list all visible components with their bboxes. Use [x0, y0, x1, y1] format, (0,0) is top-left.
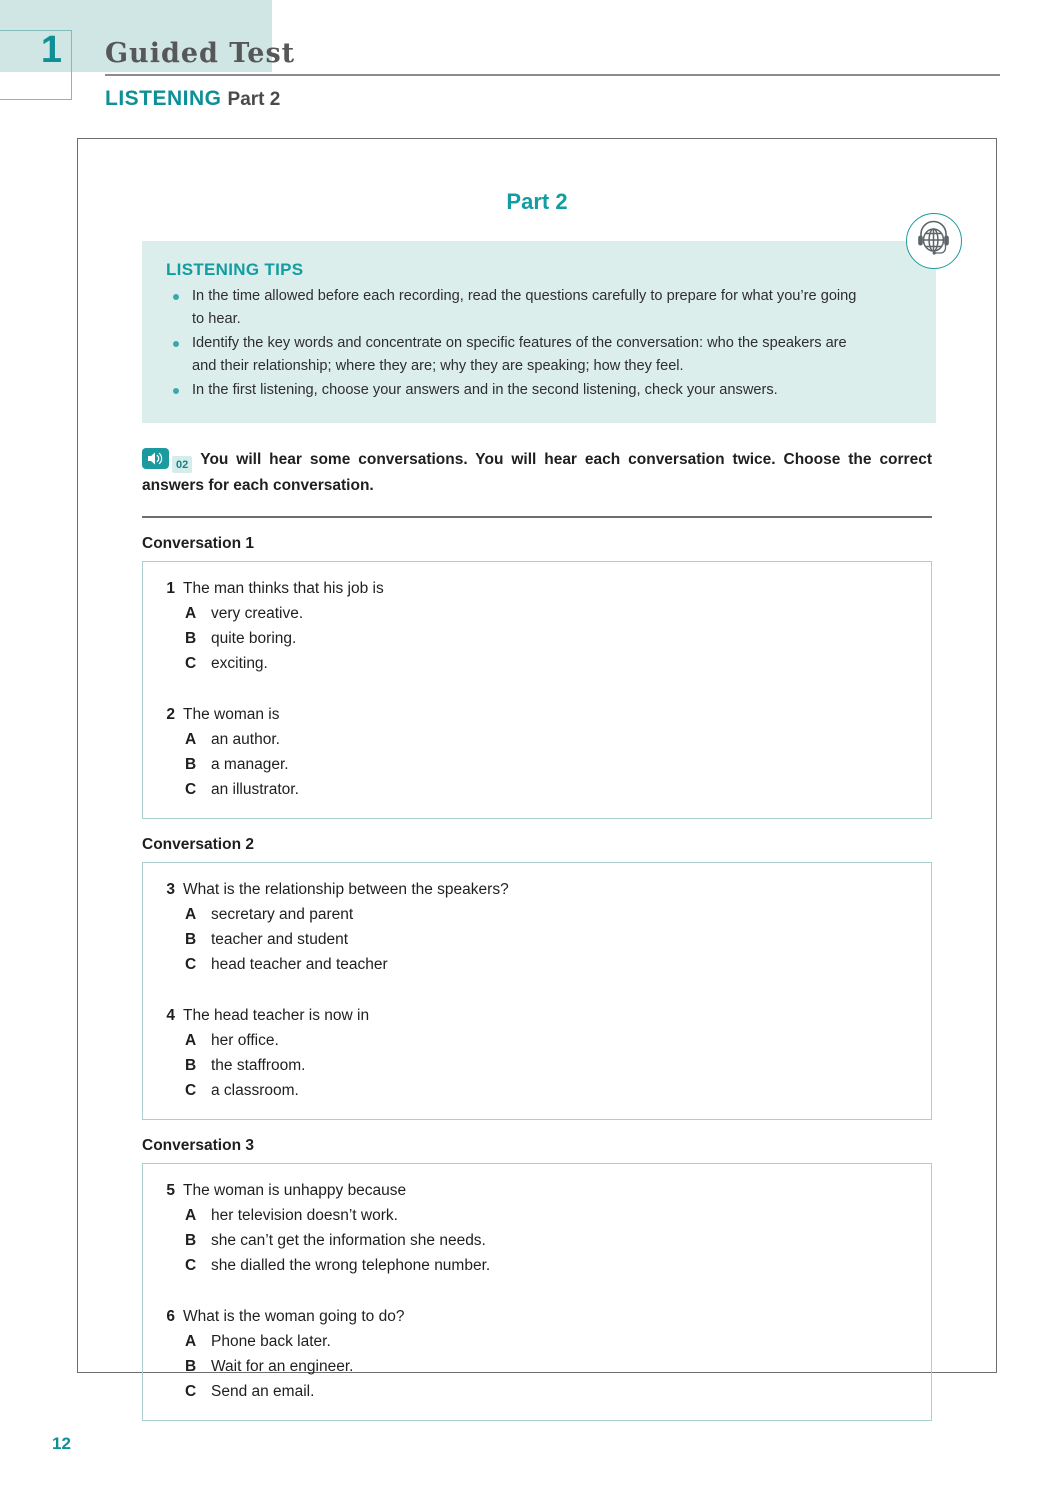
listening-tips-box	[142, 241, 936, 423]
option-row[interactable]	[159, 1028, 915, 1053]
option-text: exciting.	[211, 654, 268, 672]
question-box	[142, 862, 932, 1120]
page-header	[105, 38, 1000, 113]
question	[159, 576, 915, 676]
question-stem-row	[159, 877, 915, 902]
question-stem: The man thinks that his job is	[183, 579, 384, 597]
question	[159, 702, 915, 802]
option-letter: A	[185, 1031, 197, 1049]
question-stem-row	[159, 1304, 915, 1329]
section-subtitle	[105, 86, 1000, 113]
part-label: Part 2	[227, 89, 281, 110]
option-row[interactable]	[159, 651, 915, 676]
question-stem: What is the relationship between the speakers?	[183, 880, 509, 898]
question-stem: The woman is	[183, 705, 280, 723]
listening-tips-heading: LISTENING TIPS	[166, 260, 304, 279]
option-letter: C	[185, 1081, 197, 1099]
question-number: 1	[166, 579, 175, 597]
tip-item: In the time allowed before each recording, read the questions carefully to prepare for what you’re going to hear.	[166, 285, 858, 331]
option-letter: B	[185, 1357, 197, 1375]
option-text: a manager.	[211, 755, 289, 773]
option-text: an illustrator.	[211, 780, 299, 798]
conversation-block	[142, 1136, 932, 1421]
conversation-label: Conversation 3	[142, 1136, 254, 1154]
globe-headphones-icon	[906, 213, 962, 269]
option-text: very creative.	[211, 604, 304, 622]
option-row[interactable]	[159, 601, 915, 626]
option-text: Phone back later.	[211, 1332, 331, 1350]
conversation-label: Conversation 2	[142, 835, 254, 853]
question	[159, 1304, 915, 1404]
page-title: Guided Test	[105, 38, 296, 69]
option-letter: C	[185, 780, 197, 798]
option-letter: B	[185, 1231, 197, 1249]
page-number: 12	[52, 1434, 71, 1453]
unit-number: 1	[40, 29, 62, 71]
skill-label: LISTENING	[105, 87, 222, 110]
tip-item: Identify the key words and concentrate on specific features of the conversation: who the speakers are and their relationship; where they are; why they are speaking; how they feel.	[166, 332, 858, 378]
tip-item: In the first listening, choose your answers and in the second listening, check your answers.	[166, 379, 858, 402]
question	[159, 877, 915, 977]
instruction-text: You will hear some conversations. You will hear each conversation twice. Choose the correct answers for each conversation.	[142, 451, 932, 494]
option-row[interactable]	[159, 626, 915, 651]
option-row[interactable]	[159, 902, 915, 927]
option-row[interactable]	[159, 1053, 915, 1078]
option-text: quite boring.	[211, 629, 297, 647]
question	[159, 1003, 915, 1103]
option-letter: C	[185, 1256, 197, 1274]
option-row[interactable]	[159, 927, 915, 952]
listening-tips-list	[166, 285, 858, 402]
conversation-block	[142, 835, 932, 1120]
option-text: her television doesn’t work.	[211, 1206, 398, 1224]
option-letter: C	[185, 955, 197, 973]
question-stem: The head teacher is now in	[183, 1006, 370, 1024]
instruction-divider	[142, 516, 932, 518]
option-letter: A	[185, 905, 197, 923]
option-text: teacher and student	[211, 930, 349, 948]
option-row[interactable]	[159, 1354, 915, 1379]
content-panel	[77, 138, 997, 1400]
option-row[interactable]	[159, 952, 915, 977]
option-text: a classroom.	[211, 1081, 299, 1099]
option-text: an author.	[211, 730, 280, 748]
option-row[interactable]	[159, 777, 915, 802]
question-stem-row	[159, 1178, 915, 1203]
option-text: her office.	[211, 1031, 279, 1049]
option-row[interactable]	[159, 1078, 915, 1103]
header-divider	[105, 74, 1000, 76]
question-stem: The woman is unhappy because	[183, 1181, 407, 1199]
track-number-badge: 02	[172, 456, 192, 473]
question	[159, 1178, 915, 1278]
option-row[interactable]	[159, 727, 915, 752]
option-text: she can’t get the information she needs.	[211, 1231, 486, 1249]
option-letter: B	[185, 629, 197, 647]
question-stem-row	[159, 576, 915, 601]
audio-instruction	[142, 447, 932, 498]
part-heading: Part 2	[506, 189, 568, 214]
option-row[interactable]	[159, 752, 915, 777]
option-letter: C	[185, 1382, 197, 1400]
conversation-label: Conversation 1	[142, 534, 254, 552]
conversation-block	[142, 534, 932, 819]
option-letter: A	[185, 1206, 197, 1224]
option-row[interactable]	[159, 1203, 915, 1228]
question-number: 5	[166, 1181, 175, 1199]
option-letter: C	[185, 654, 197, 672]
option-letter: B	[185, 1056, 197, 1074]
option-letter: A	[185, 604, 197, 622]
option-row[interactable]	[159, 1379, 915, 1404]
option-text: secretary and parent	[211, 905, 354, 923]
option-row[interactable]	[159, 1329, 915, 1354]
question-box	[142, 561, 932, 819]
question-number: 6	[166, 1307, 175, 1325]
option-row[interactable]	[159, 1228, 915, 1253]
option-letter: A	[185, 730, 197, 748]
option-letter: A	[185, 1332, 197, 1350]
question-number: 3	[166, 880, 175, 898]
question-stem-row	[159, 702, 915, 727]
option-text: she dialled the wrong telephone number.	[211, 1256, 491, 1274]
listening-tips-section	[142, 241, 936, 423]
question-stem-row	[159, 1003, 915, 1028]
question-number: 4	[166, 1006, 175, 1024]
option-text: Wait for an engineer.	[211, 1357, 354, 1375]
option-text: Send an email.	[211, 1382, 315, 1400]
option-text: head teacher and teacher	[211, 955, 388, 973]
option-letter: B	[185, 755, 197, 773]
option-text: the staffroom.	[211, 1056, 306, 1074]
option-letter: B	[185, 930, 197, 948]
question-number: 2	[166, 705, 175, 723]
question-stem: What is the woman going to do?	[183, 1307, 405, 1325]
speaker-icon[interactable]	[142, 448, 169, 469]
option-row[interactable]	[159, 1253, 915, 1278]
question-box	[142, 1163, 932, 1421]
